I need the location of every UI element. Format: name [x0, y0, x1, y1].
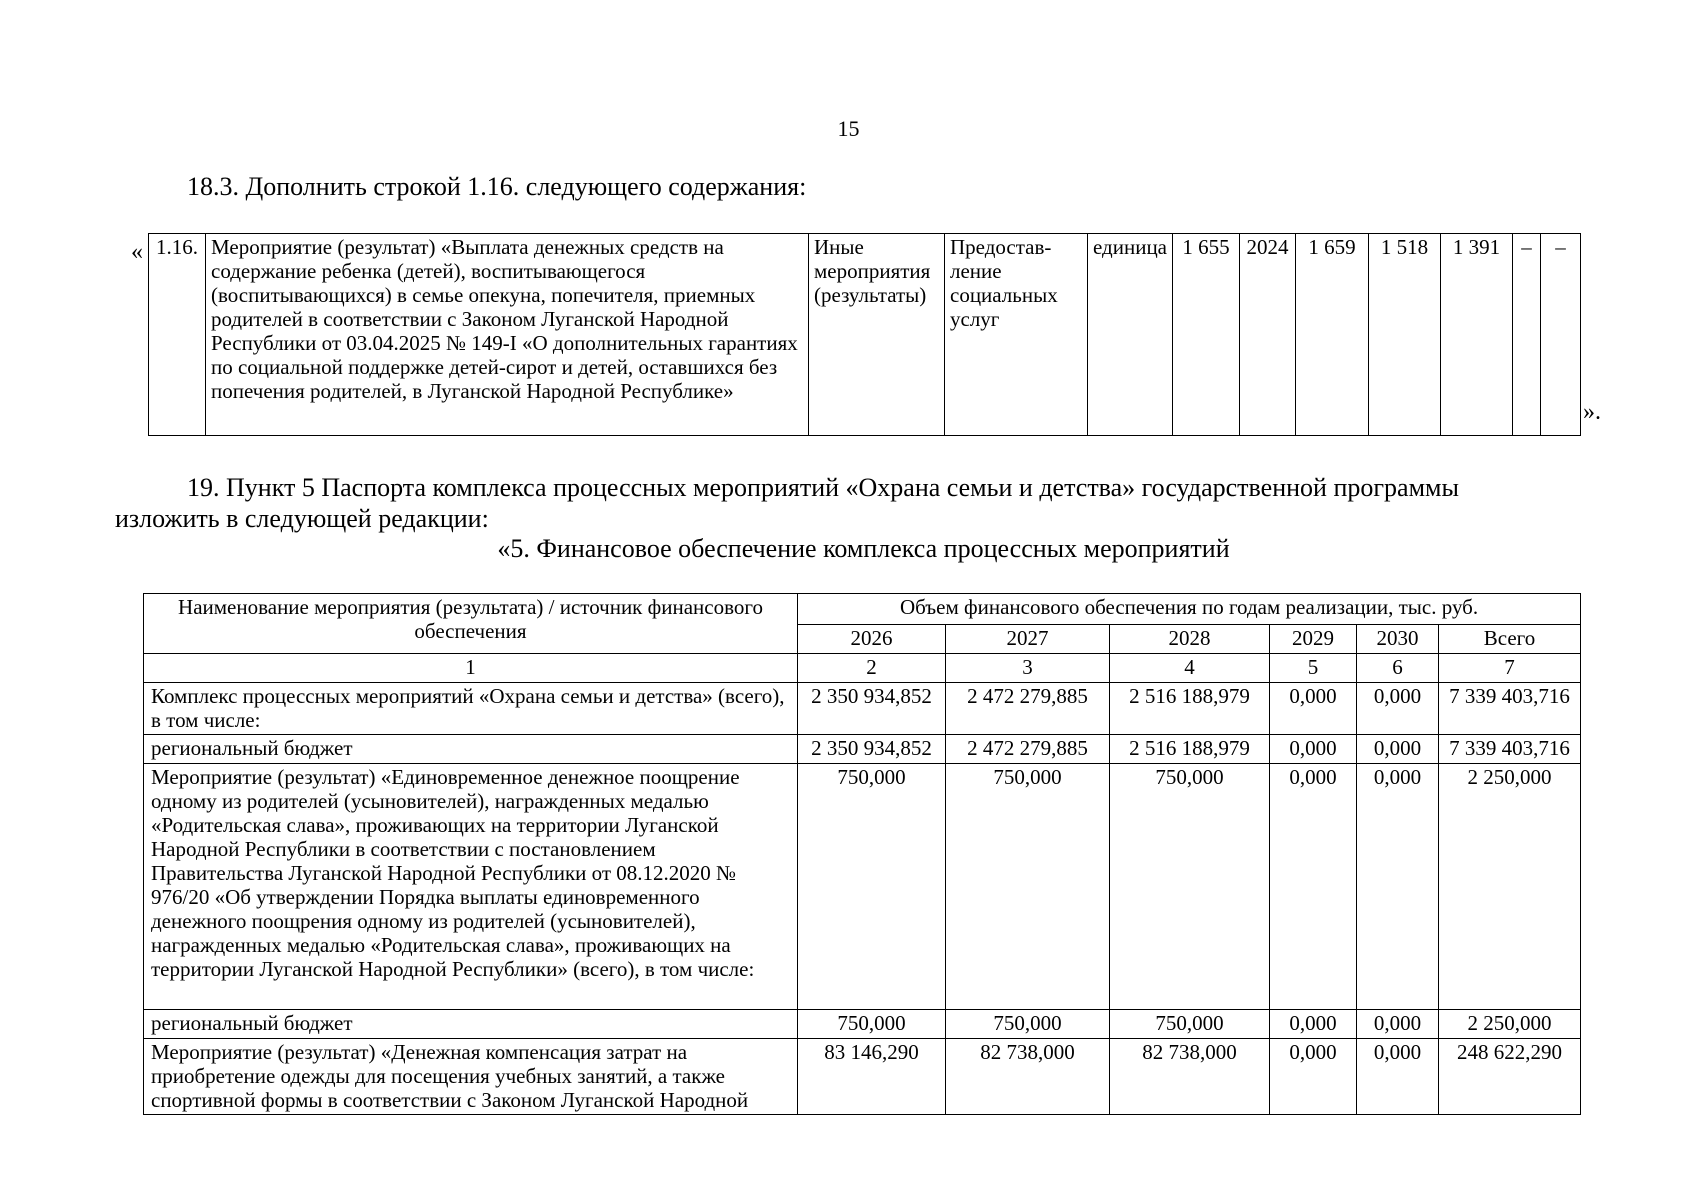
cell-value: 750,000: [798, 1010, 946, 1039]
header-name: Наименование мероприятия (результата) / источник финансового обеспечения: [144, 594, 798, 654]
row-type: Иные мероприятия (результаты): [809, 234, 945, 436]
header-total: Всего: [1439, 625, 1581, 654]
row-name: региональный бюджет: [144, 1010, 798, 1039]
row-base-year: 2024: [1240, 234, 1296, 436]
table-row: [144, 764, 1581, 1010]
cell-value: 750,000: [946, 764, 1110, 1010]
quote-close: ».: [1583, 399, 1601, 425]
cell-value: 2 250,000: [1439, 1010, 1581, 1039]
paragraph-19-line-2: изложить в следующей редакции:: [115, 504, 489, 533]
row-value-4: –: [1513, 234, 1541, 436]
row-number: 1.16.: [149, 234, 206, 436]
cell-value: 2 472 279,885: [946, 683, 1110, 735]
cell-value: 0,000: [1357, 764, 1439, 1010]
row-value-5: –: [1541, 234, 1581, 436]
cell-value: 0,000: [1357, 1010, 1439, 1039]
cell-value: 2 472 279,885: [946, 735, 1110, 764]
cell-value: 0,000: [1357, 683, 1439, 735]
table-row: [144, 1010, 1581, 1039]
cell-value: 750,000: [946, 1010, 1110, 1039]
cell-value: 248 622,290: [1439, 1039, 1581, 1115]
header-year: 2027: [946, 625, 1110, 654]
header-year: 2026: [798, 625, 946, 654]
row-unit: единица: [1088, 234, 1173, 436]
table-row: [144, 1039, 1581, 1115]
table-column-numbers: [144, 654, 1581, 683]
row-kind: Предостав-ление социальных услуг: [945, 234, 1088, 436]
column-number: 1: [144, 654, 798, 683]
row-name: Мероприятие (результат) «Денежная компенсация затрат на приобретение одежды для посещения учебных занятий, а также спортивной формы в соответствии с Законом Луганской Народной: [144, 1039, 798, 1115]
column-number: 5: [1270, 654, 1357, 683]
cell-value: 2 516 188,979: [1110, 683, 1270, 735]
row-value-1: 1 659: [1296, 234, 1369, 436]
row-name: Мероприятие (результат) «Единовременное денежное поощрение одному из родителей (усыновителей), награжденных медалью «Родительская слава», проживающих на территории Луганской Народной Республики в соответствии с постановлением Правительства Луганской Народной Республики от 08.12.2020 № 976/20 «Об утверждении Порядка выплаты единовременного денежного поощрения одному из родителей (усыновителей), награжденных медалью «Родительская слава», проживающих на территории Луганской Народной Республики» (всего), в том числе:: [144, 764, 798, 1010]
row-1-16-table: [148, 233, 1581, 436]
column-number: 3: [946, 654, 1110, 683]
cell-value: 2 516 188,979: [1110, 735, 1270, 764]
header-volume: Объем финансового обеспечения по годам реализации, тыс. руб.: [798, 594, 1581, 625]
cell-value: 0,000: [1357, 1039, 1439, 1115]
cell-value: 750,000: [1110, 764, 1270, 1010]
row-value-2: 1 518: [1369, 234, 1441, 436]
page-number: 15: [837, 116, 860, 141]
table-row: [149, 234, 1581, 436]
header-year: 2028: [1110, 625, 1270, 654]
row-value-3: 1 391: [1441, 234, 1513, 436]
section-title: «5. Финансовое обеспечение комплекса процессных мероприятий: [497, 534, 1230, 563]
column-number: 2: [798, 654, 946, 683]
cell-value: 7 339 403,716: [1439, 735, 1581, 764]
table-row: [144, 735, 1581, 764]
paragraph-18-3: 18.3. Дополнить строкой 1.16. следующего содержания:: [187, 172, 807, 201]
cell-value: 0,000: [1270, 1010, 1357, 1039]
paragraph-19-line-1: 19. Пункт 5 Паспорта комплекса процессных мероприятий «Охрана семьи и детства» государственной программы: [187, 473, 1459, 502]
header-year: 2029: [1270, 625, 1357, 654]
table-row: [144, 683, 1581, 735]
cell-value: 0,000: [1270, 735, 1357, 764]
column-number: 6: [1357, 654, 1439, 683]
header-year: 2030: [1357, 625, 1439, 654]
cell-value: 0,000: [1270, 764, 1357, 1010]
financing-table: [143, 593, 1581, 1115]
cell-value: 750,000: [798, 764, 946, 1010]
cell-value: 2 350 934,852: [798, 735, 946, 764]
cell-value: 0,000: [1270, 1039, 1357, 1115]
cell-value: 0,000: [1270, 683, 1357, 735]
cell-value: 2 350 934,852: [798, 683, 946, 735]
cell-value: 750,000: [1110, 1010, 1270, 1039]
cell-value: 82 738,000: [946, 1039, 1110, 1115]
cell-value: 83 146,290: [798, 1039, 946, 1115]
row-name: Мероприятие (результат) «Выплата денежных средств на содержание ребенка (детей), воспитывающегося (воспитывающихся) в семье опекуна, попечителя, приемных родителей в соответствии с Законом Луганской Народной Республики от 03.04.2025 № 149-I «О дополнительных гарантиях по социальной поддержке детей-сирот и детей, оставшихся без попечения родителей, в Луганской Народной Республике»: [206, 234, 809, 436]
cell-value: 2 250,000: [1439, 764, 1581, 1010]
cell-value: 0,000: [1357, 735, 1439, 764]
row-name: Комплекс процессных мероприятий «Охрана семьи и детства» (всего), в том числе:: [144, 683, 798, 735]
quote-open: «: [131, 239, 143, 265]
row-base-value: 1 655: [1173, 234, 1240, 436]
row-name: региональный бюджет: [144, 735, 798, 764]
table-header-row: [144, 594, 1581, 625]
column-number: 7: [1439, 654, 1581, 683]
cell-value: 7 339 403,716: [1439, 683, 1581, 735]
column-number: 4: [1110, 654, 1270, 683]
cell-value: 82 738,000: [1110, 1039, 1270, 1115]
